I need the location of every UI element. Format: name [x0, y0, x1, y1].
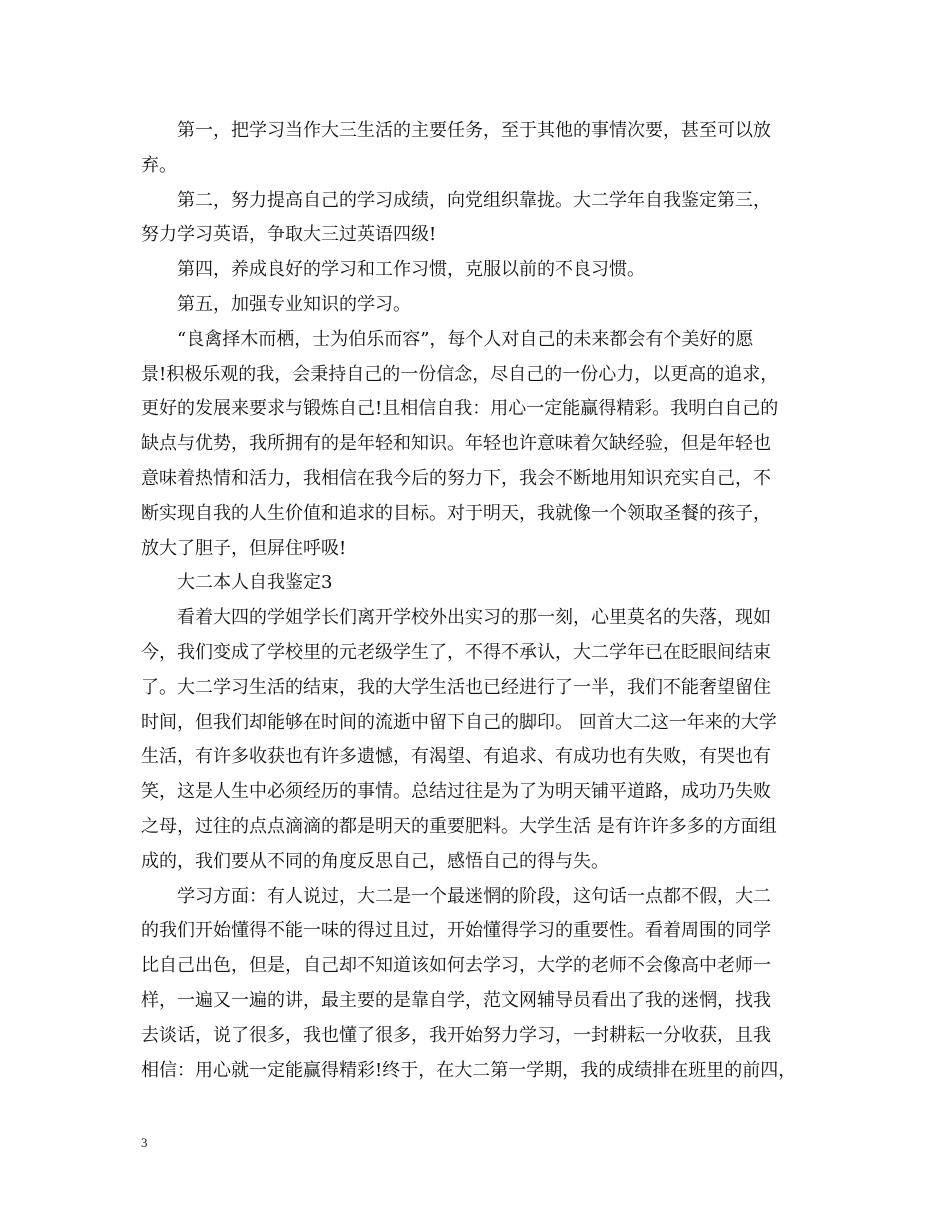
- text-line: 更好的发展来要求与锻炼自己!且相信自我：用心一定能赢得精彩。我明白自己的: [141, 398, 779, 420]
- text-line: 生活，有许多收获也有许多遗憾，有渴望、有追求、有成功也有失败，有哭也有: [141, 746, 771, 768]
- text-line: 学习方面：有人说过，大二是一个最迷惘的阶段，这句话一点都不假，大二: [141, 885, 771, 907]
- text-line: 景!积极乐观的我，会秉持自己的一份信念，尽自己的一份心力，以更高的追求，: [141, 363, 779, 385]
- text-line: 时间，但我们却能够在时间的流逝中留下自己的脚印。 回首大二这一年来的大学: [141, 711, 777, 733]
- text-line: 的我们开始懂得不能一味的得过且过，开始懂得学习的重要性。看着周围的同学: [141, 920, 771, 942]
- text-line: 弃。: [141, 154, 177, 176]
- text-line: 缺点与优势，我所拥有的是年轻和知识。年轻也许意味着欠缺经验，但是年轻也: [141, 433, 771, 455]
- text-line: 大二本人自我鉴定3: [141, 572, 333, 594]
- text-line: 去谈话，说了很多，我也懂了很多，我开始努力学习，一封耕耘一分收获，且我: [141, 1024, 771, 1046]
- text-line: 比自己出色，但是，自己却不知道该如何去学习，大学的老师不会像高中老师一: [141, 955, 771, 977]
- text-line: 意味着热情和活力，我相信在我今后的努力下，我会不断地用知识充实自己，不: [141, 467, 771, 489]
- page-number: 3: [141, 1135, 148, 1150]
- text-line: 今，我们变成了学校里的元老级学生了，不得不承认，大二学年已在眨眼间结束: [141, 641, 771, 663]
- text-line: 第五，加强专业知识的学习。: [141, 293, 411, 315]
- text-line: 看着大四的学姐学长们离开学校外出实习的那一刻，心里莫名的失落，现如: [141, 607, 771, 629]
- text-line: 第二，努力提高自己的学习成绩，向党组织靠拢。大二学年自我鉴定第三，: [141, 189, 771, 211]
- text-line: 放大了胆子，但屏住呼吸!: [141, 537, 347, 559]
- text-line: 了。大二学习生活的结束，我的大学生活也已经进行了一半，我们不能奢望留住: [141, 676, 771, 698]
- text-line: “良禽择木而栖，士为伯乐而容”，每个人对自己的未来都会有个美好的愿: [141, 328, 754, 350]
- text-line: 努力学习英语，争取大三过英语四级!: [141, 224, 437, 246]
- body-text: [141, 114, 816, 1088]
- text-line: 第四，养成良好的学习和工作习惯，克服以前的不良习惯。: [141, 259, 645, 281]
- text-line: 之母，过往的点点滴滴的都是明天的重要肥料。大学生活 是有许许多多的方面组: [141, 815, 777, 837]
- text-line: 样，一遍又一遍的讲，最主要的是靠自学，范文网辅导员看出了我的迷惘，找我: [141, 989, 771, 1011]
- text-line: 相信：用心就一定能赢得精彩!终于，在大二第一学期，我的成绩排在班里的前四，: [141, 1059, 797, 1081]
- text-line: 成的，我们要从不同的角度反思自己，感悟自己的得与失。: [141, 850, 609, 872]
- text-line: 断实现自我的人生价值和追求的目标。对于明天，我就像一个领取圣餐的孩子，: [141, 502, 771, 524]
- text-line: 第一，把学习当作大三生活的主要任务，至于其他的事情次要，甚至可以放: [141, 120, 771, 141]
- text-line: 笑，这是人生中必须经历的事情。总结过往是为了为明天铺平道路，成功乃失败: [141, 781, 771, 803]
